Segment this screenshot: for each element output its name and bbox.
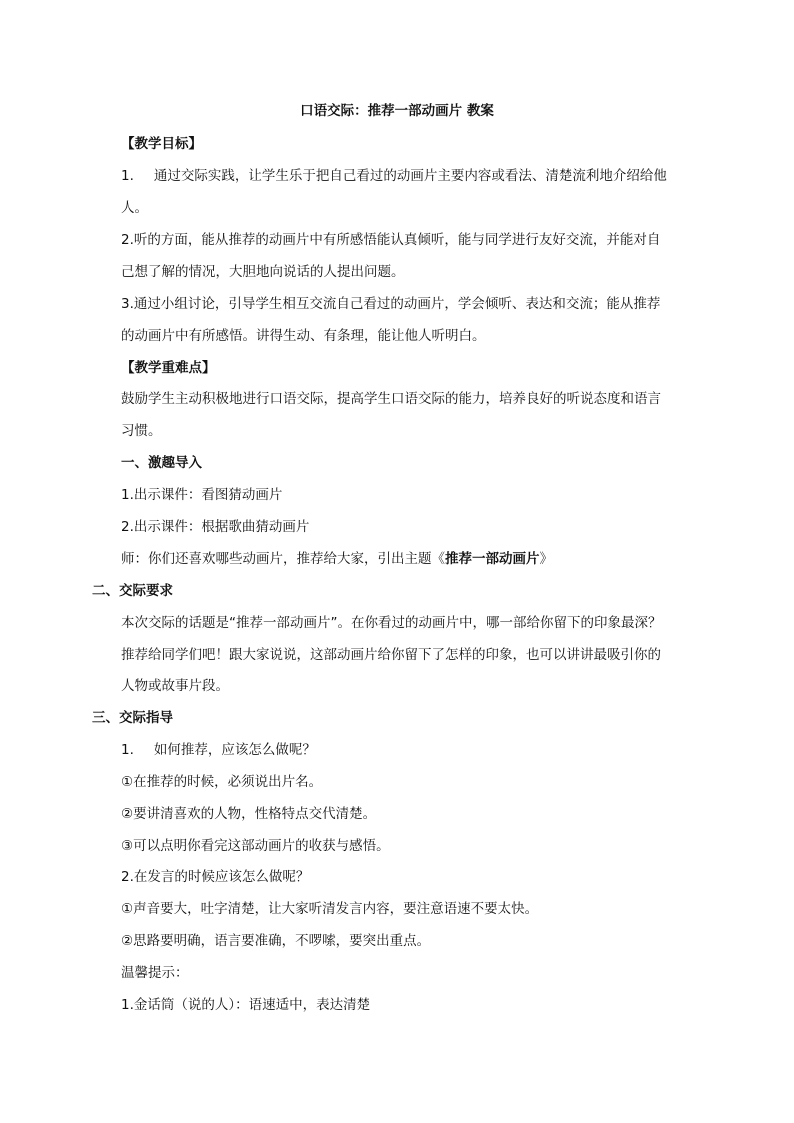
key-points-line-1: 鼓励学生主动积极地进行口语交际，提高学生口语交际的能力，培养良好的听说态度和语言 bbox=[121, 391, 661, 407]
question-1-text: 如何推荐，应该怎么做呢？ bbox=[153, 742, 316, 758]
section-1-heading: 一、激趣导入 bbox=[121, 455, 202, 471]
question-1-answer-2: ②要讲清喜欢的人物，性格特点交代清楚。 bbox=[121, 806, 377, 822]
objective-2-line-2: 己想了解的情况，大胆地向说话的人提出问题。 bbox=[121, 264, 405, 280]
objective-1-line-2: 人。 bbox=[121, 200, 148, 216]
section-2-line-3: 人物或故事片段。 bbox=[121, 678, 229, 694]
question-2: 2.在发言的时候应该怎么做呢？ bbox=[121, 869, 310, 885]
objectives-heading: 【教学目标】 bbox=[121, 136, 202, 152]
objective-1-line-1 bbox=[121, 166, 667, 186]
section-2-line-1: 本次交际的话题是“推荐一部动画片”。在你看过的动画片中，哪一部给你留下的印象最深？ bbox=[121, 615, 662, 631]
section-1-teacher-line bbox=[121, 549, 553, 569]
key-points-heading: 【教学重难点】 bbox=[121, 360, 216, 376]
section-2-heading: 二、交际要求 bbox=[92, 583, 173, 599]
section-2-line-2: 推荐给同学们吧！跟大家说说，这部动画片给你留下了怎样的印象，也可以讲讲最吸引你的 bbox=[121, 647, 661, 663]
objective-3-line-2: 的动画片中有所感悟。讲得生动、有条理，能让他人听明白。 bbox=[121, 328, 486, 344]
section-1-item-2: 2.出示课件：根据歌曲猜动画片 bbox=[121, 519, 310, 535]
section-3-heading: 三、交际指导 bbox=[92, 710, 173, 726]
question-2-answer-2: ②思路要明确，语言要准确，不啰嗦，要突出重点。 bbox=[121, 933, 431, 949]
tip-heading: 温馨提示： bbox=[121, 965, 189, 981]
key-points-line-2: 习惯。 bbox=[121, 423, 162, 439]
teacher-line-prefix: 师：你们还喜欢哪些动画片，推荐给大家，引出主题《 bbox=[121, 551, 445, 567]
objective-1-text: 通过交际实践，让学生乐于把自己看过的动画片主要内容或看法、清楚流利地介绍给他 bbox=[153, 168, 667, 184]
document-title: 口语交际：推荐一部动画片 教案 bbox=[300, 103, 494, 119]
tip-1: 1.金话筒（说的人）：语速适中，表达清楚 bbox=[121, 997, 371, 1013]
objective-2-line-1: 2.听的方面，能从推荐的动画片中有所感悟能认真倾听，能与同学进行友好交流，并能对自 bbox=[121, 232, 661, 248]
teacher-line-topic: 推荐一部动画片 bbox=[445, 551, 540, 567]
question-1-number: 1. bbox=[121, 742, 134, 758]
question-2-answer-1: ①声音要大，吐字清楚，让大家听清发言内容，要注意语速不要太快。 bbox=[121, 901, 539, 917]
question-1-answer-1: ①在推荐的时候，必须说出片名。 bbox=[121, 774, 323, 790]
objective-3-line-1: 3.通过小组讨论，引导学生相互交流自己看过的动画片，学会倾听、表达和交流；能从推荐 bbox=[121, 296, 661, 312]
section-1-item-1: 1.出示课件：看图猜动画片 bbox=[121, 487, 283, 503]
question-1-answer-3: ③可以点明你看完这部动画片的收获与感悟。 bbox=[121, 838, 390, 854]
teacher-line-suffix: 》 bbox=[539, 551, 553, 567]
objective-1-number: 1. bbox=[121, 168, 134, 184]
question-1 bbox=[121, 740, 316, 760]
